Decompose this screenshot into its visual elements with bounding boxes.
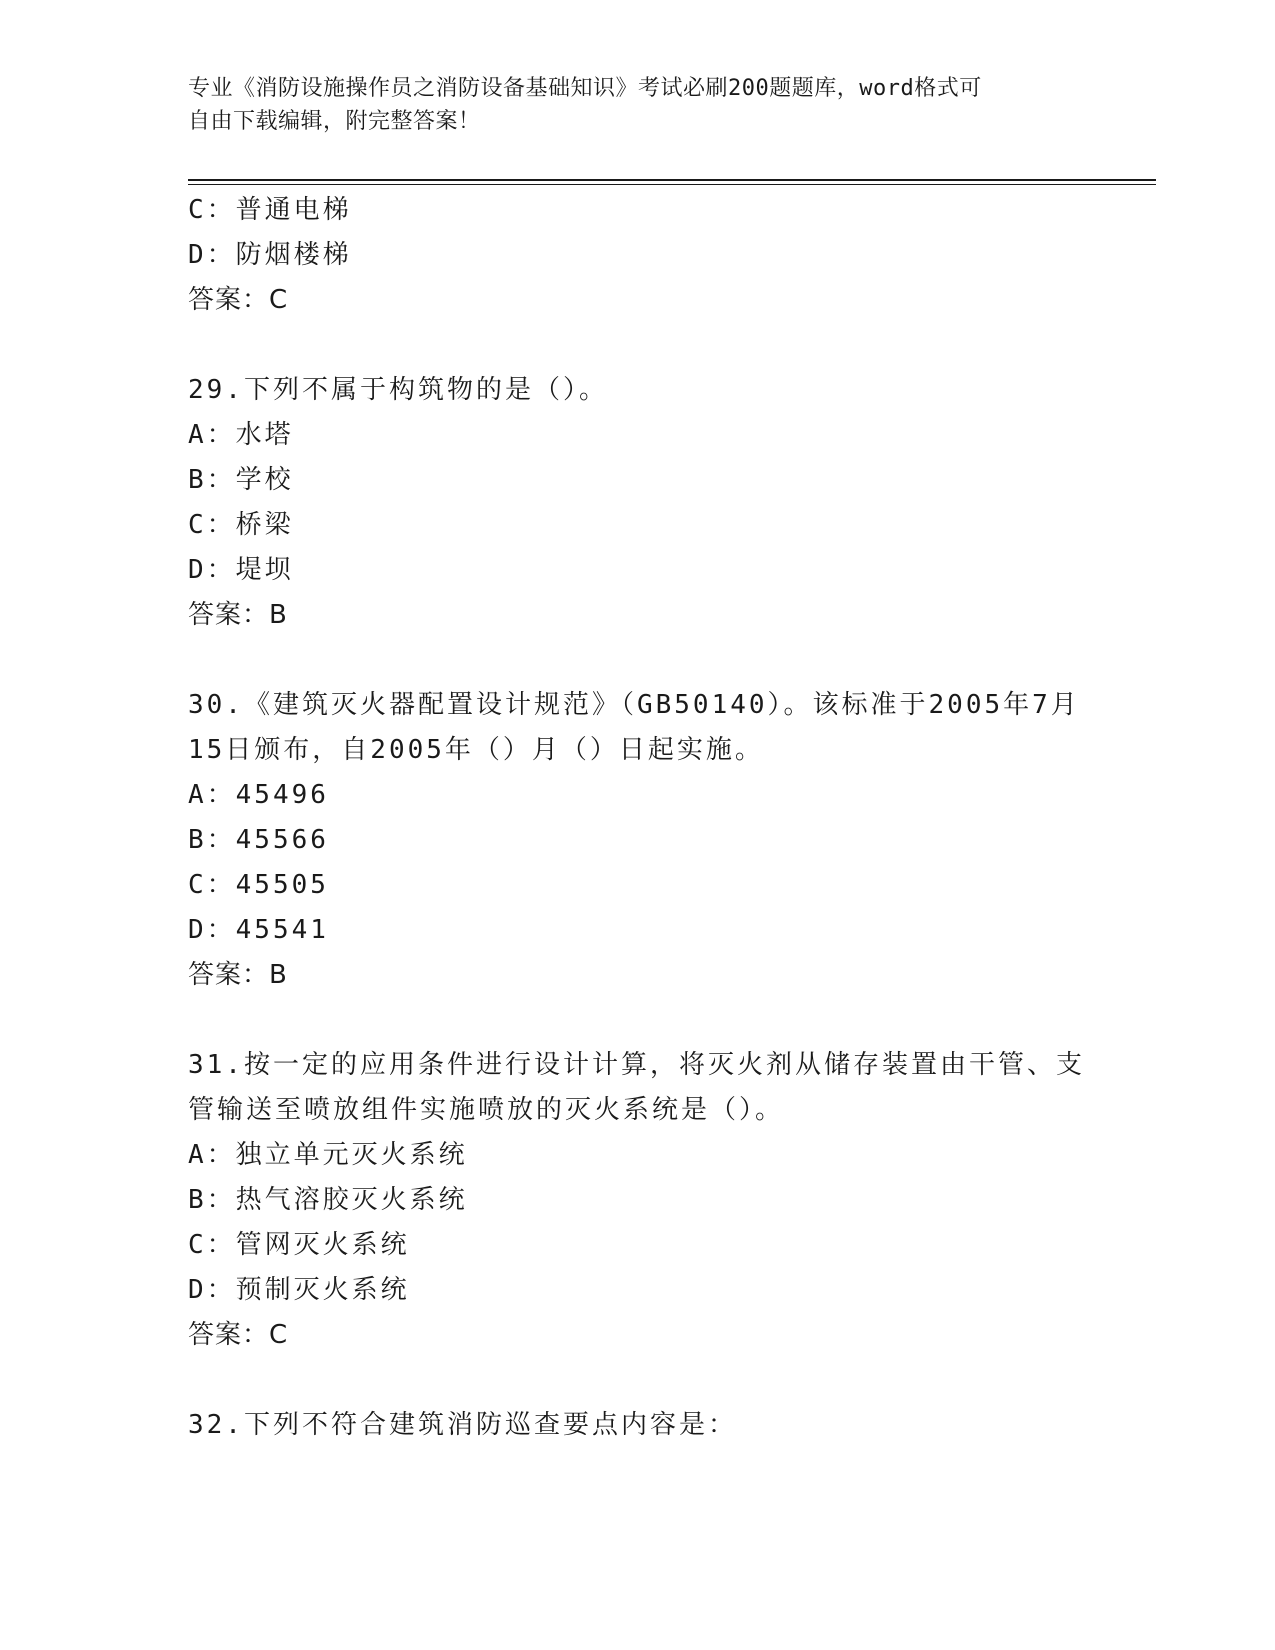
q32-stem-line-1: 32.下列不符合建筑消防巡查要点内容是： [188,1410,737,1440]
q30-stem-line-2: 15日颁布，自2005年（）月（）日起实施。 [188,735,764,765]
q30-option-a: A：45496 [188,780,329,810]
q29-option-c: C：桥梁 [188,510,294,540]
q31-option-b: B：热气溶胶灭火系统 [188,1185,468,1215]
q31-stem-line-2: 管输送至喷放组件实施喷放的灭火系统是（）。 [188,1095,785,1125]
q28-option-d: D：防烟楼梯 [188,240,352,270]
q29-option-d: D：堤坝 [188,555,294,585]
header-divider-thick [188,179,1156,181]
q28-option-c: C：普通电梯 [188,195,352,225]
q28-answer: 答案：C [188,285,289,315]
q30-option-d: D：45541 [188,915,329,945]
q31-option-a: A：独立单元灭火系统 [188,1140,468,1170]
q30-option-b: B：45566 [188,825,329,855]
q29-option-b: B：学校 [188,465,294,495]
header-line-1: 专业《消防设施操作员之消防设备基础知识》考试必刷200题题库，word格式可 [188,76,982,101]
q31-option-d: D：预制灭火系统 [188,1275,410,1305]
q31-option-c: C：管网灭火系统 [188,1230,410,1260]
q29-answer: 答案：B [188,600,288,630]
q30-option-c: C：45505 [188,870,329,900]
q31-answer: 答案：C [188,1320,289,1350]
header-line-2: 自由下载编辑，附完整答案！ [188,109,481,134]
q29-option-a: A：水塔 [188,420,294,450]
q30-stem-line-1: 30.《建筑灭火器配置设计规范》（GB50140）。该标准于2005年7月 [188,690,1080,720]
header-divider-thin [188,184,1156,185]
q29-stem-line-1: 29.下列不属于构筑物的是（）。 [188,375,608,405]
q30-answer: 答案：B [188,960,288,990]
q31-stem-line-1: 31.按一定的应用条件进行设计计算，将灭火剂从储存装置由干管、支 [188,1050,1085,1080]
document-header [188,72,1088,138]
